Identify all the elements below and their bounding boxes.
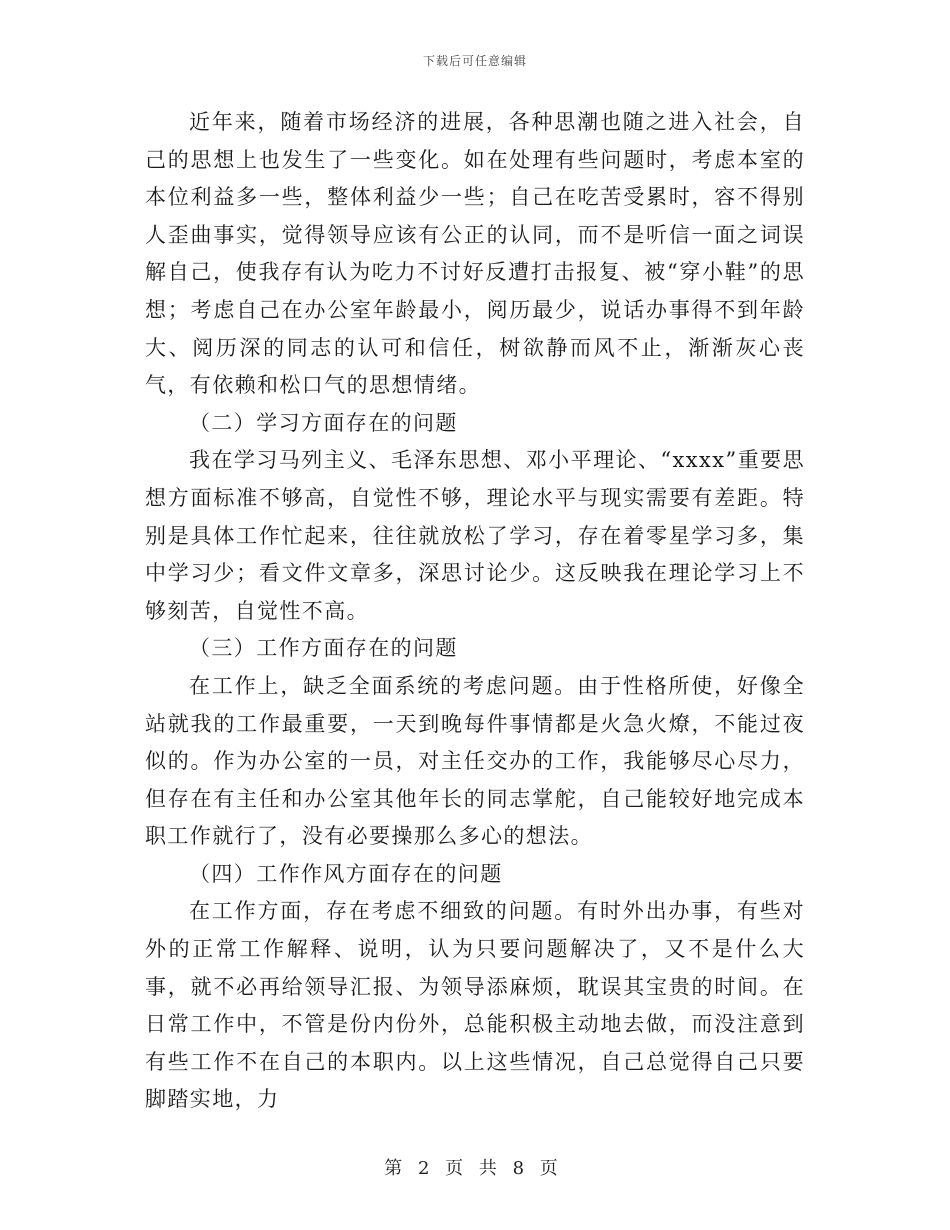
document-body <box>145 104 805 1119</box>
current-page: 2 <box>417 1158 432 1179</box>
page-number <box>0 1154 950 1180</box>
paragraph-3: 在工作上，缺乏全面系统的考虑问题。由于性格所使，好像全站就我的工作最重要，一天到晚每件事情都是火急火燎，不能过夜似的。作为办公室的一员，对主任交办的工作，我能够尽心尽力，但存在有主任和办公室其他年长的同志掌舵，自己能较好地完成本职工作就行了，没有必要操那么多心的想法。 <box>145 673 805 849</box>
page-label-suffix: 页 <box>539 1158 560 1179</box>
paragraph-1: 近年来，随着市场经济的进展，各种思潮也随之进入社会，自己的思想上也发生了一些变化。如在处理有些问题时，考虑本室的本位利益多一些，整体利益少一些；自己在吃苦受累时，容不得别人歪曲事实，觉得领导应该有公正的认同，而不是听信一面之词误解自己，使我存有认为吃力不讨好反遭打击报复、被“穿小鞋”的思想；考虑自己在办公室年龄最小，阅历最少，说话办事得不到年龄大、阅历深的同志的认可和信任，树欲静而风不止，渐渐灰心丧气，有依赖和松口气的思想情绪。 <box>145 110 805 398</box>
section-heading-2: （二）学习方面存在的问题 <box>189 410 458 435</box>
page-label-mid1: 页 <box>445 1158 466 1179</box>
paragraph-4: 在工作方面，存在考虑不细致的问题。有时外出办事，有些对外的正常工作解释、说明，认为只要问题解决了，又不是什么大事，就不必再给领导汇报、为领导添麻烦，耽误其宝贵的时间。在日常工作中，不管是份内份外，总能积极主动地去做，而没注意到有些工作不在自己的本职内。以上这些情况，自己总觉得自己只要脚踏实地，力 <box>145 899 805 1112</box>
section-heading-3: （三）工作方面存在的问题 <box>189 636 458 661</box>
page-label-mid2: 共 <box>478 1158 499 1179</box>
section-heading-4: （四）工作作风方面存在的问题 <box>189 861 503 886</box>
total-pages: 8 <box>512 1158 527 1179</box>
header-note: 下载后可任意编辑 <box>422 54 527 68</box>
paragraph-2: 我在学习马列主义、毛泽东思想、邓小平理论、“xxxx”重要思想方面标准不够高，自觉性不够，理论水平与现实需要有差距。特别是具体工作忙起来，往往就放松了学习，存在着零星学习多，集中学习少；看文件文章多，深思讨论少。这反映我在理论学习上不够刻苦，自觉性不高。 <box>145 448 805 623</box>
page-label-prefix: 第 <box>384 1158 405 1179</box>
